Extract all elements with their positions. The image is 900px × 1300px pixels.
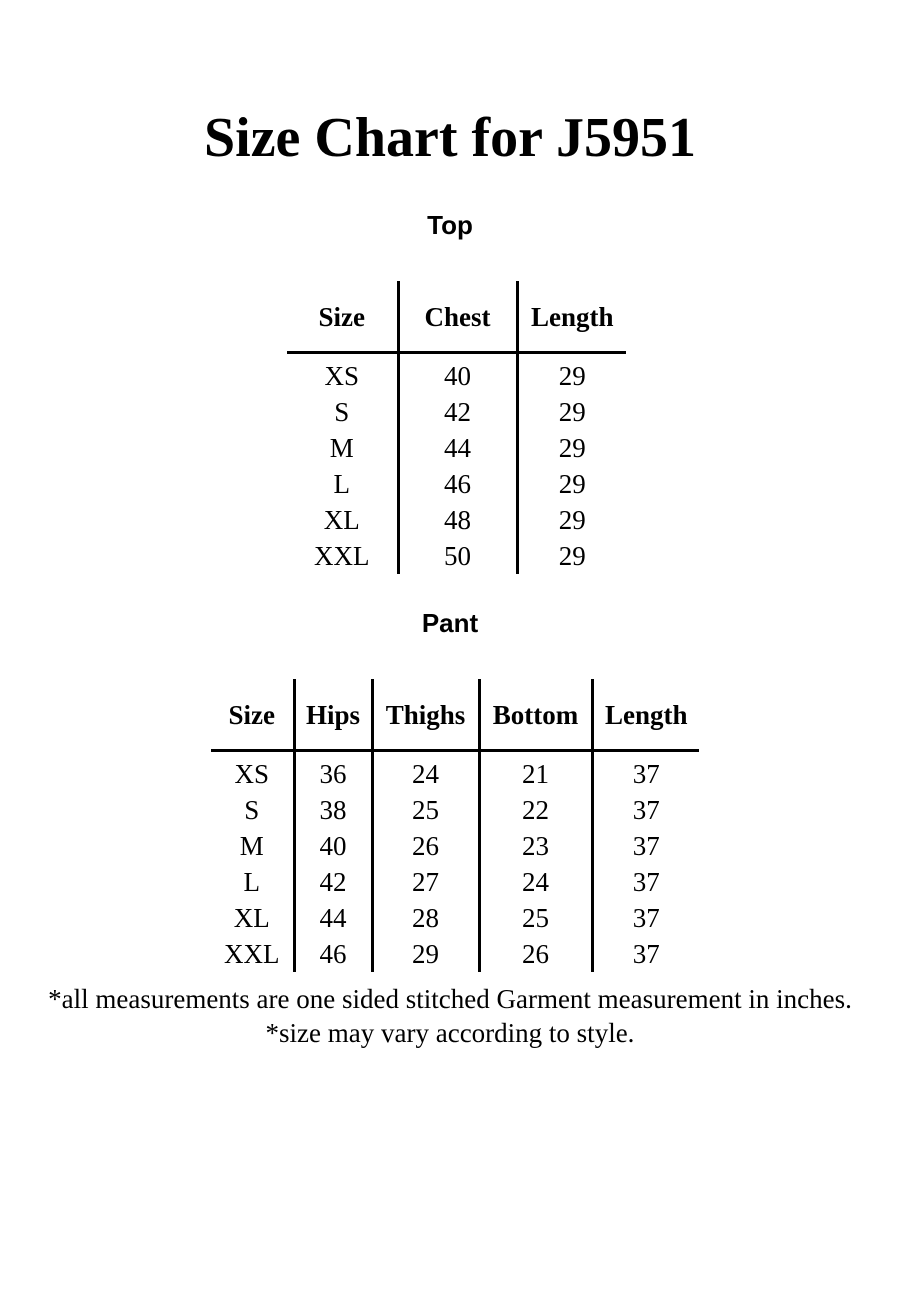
- thighs-cell: 29: [372, 936, 479, 972]
- hips-cell: 46: [294, 936, 372, 972]
- table-row: [287, 353, 626, 395]
- table-row: [211, 900, 699, 936]
- pant-section-title: Pant: [421, 608, 479, 638]
- bottom-cell: 24: [479, 864, 592, 900]
- chest-cell: 44: [398, 430, 517, 466]
- thighs-cell: 26: [372, 828, 479, 864]
- page-title: Size Chart for J5951: [204, 107, 696, 169]
- bottom-cell: 23: [479, 828, 592, 864]
- length-cell: 29: [517, 502, 626, 538]
- chest-cell: 42: [398, 394, 517, 430]
- column-header-hips: Hips: [294, 679, 372, 751]
- length-cell: 37: [592, 900, 699, 936]
- column-header-length: Length: [517, 281, 626, 353]
- thighs-cell: 24: [372, 751, 479, 793]
- bottom-cell: 21: [479, 751, 592, 793]
- table-row: [211, 792, 699, 828]
- footnotes: [0, 982, 900, 1050]
- size-cell: XXL: [314, 540, 370, 571]
- size-cell: L: [333, 468, 350, 499]
- size-cell: XS: [234, 758, 269, 789]
- column-header-size: Size: [287, 281, 398, 353]
- top-size-table: [287, 281, 626, 574]
- chest-cell: 48: [398, 502, 517, 538]
- size-cell: XS: [324, 360, 359, 391]
- length-cell: 29: [517, 430, 626, 466]
- table-row: [211, 751, 699, 793]
- length-cell: 37: [592, 751, 699, 793]
- hips-cell: 44: [294, 900, 372, 936]
- length-cell: 37: [592, 936, 699, 972]
- size-cell: M: [329, 432, 354, 463]
- length-cell: 37: [592, 828, 699, 864]
- thighs-cell: 25: [372, 792, 479, 828]
- bottom-cell: 22: [479, 792, 592, 828]
- column-header-thighs: Thighs: [372, 679, 479, 751]
- length-cell: 29: [517, 466, 626, 502]
- table-row: [287, 430, 626, 466]
- table-row: [287, 466, 626, 502]
- table-row: [287, 394, 626, 430]
- table-row: [211, 936, 699, 972]
- hips-cell: 38: [294, 792, 372, 828]
- column-header-bottom: Bottom: [479, 679, 592, 751]
- pant-header-row: [211, 679, 699, 751]
- thighs-cell: 27: [372, 864, 479, 900]
- table-row: [287, 502, 626, 538]
- thighs-cell: 28: [372, 900, 479, 936]
- hips-cell: 36: [294, 751, 372, 793]
- size-cell: XL: [323, 504, 360, 535]
- size-cell: M: [239, 830, 264, 861]
- length-cell: 29: [517, 538, 626, 574]
- size-cell: L: [243, 866, 260, 897]
- pant-size-table: [211, 679, 699, 972]
- size-cell: S: [244, 794, 260, 825]
- bottom-cell: 25: [479, 900, 592, 936]
- measurement-note: *all measurements are one sided stitched Garment measurement in inches.: [48, 984, 852, 1014]
- style-note: *size may vary according to style.: [265, 1018, 635, 1048]
- top-header-row: [287, 281, 626, 353]
- size-cell: XL: [233, 902, 270, 933]
- chest-cell: 50: [398, 538, 517, 574]
- column-header-length: Length: [592, 679, 699, 751]
- column-header-size: Size: [211, 679, 294, 751]
- column-header-chest: Chest: [398, 281, 517, 353]
- table-row: [211, 864, 699, 900]
- table-row: [211, 828, 699, 864]
- hips-cell: 40: [294, 828, 372, 864]
- size-cell: XXL: [224, 938, 280, 969]
- length-cell: 29: [517, 394, 626, 430]
- length-cell: 37: [592, 792, 699, 828]
- hips-cell: 42: [294, 864, 372, 900]
- length-cell: 37: [592, 864, 699, 900]
- table-row: [287, 538, 626, 574]
- size-cell: S: [334, 396, 350, 427]
- chest-cell: 40: [398, 353, 517, 395]
- top-section-title: Top: [427, 210, 473, 240]
- chest-cell: 46: [398, 466, 517, 502]
- length-cell: 29: [517, 353, 626, 395]
- bottom-cell: 26: [479, 936, 592, 972]
